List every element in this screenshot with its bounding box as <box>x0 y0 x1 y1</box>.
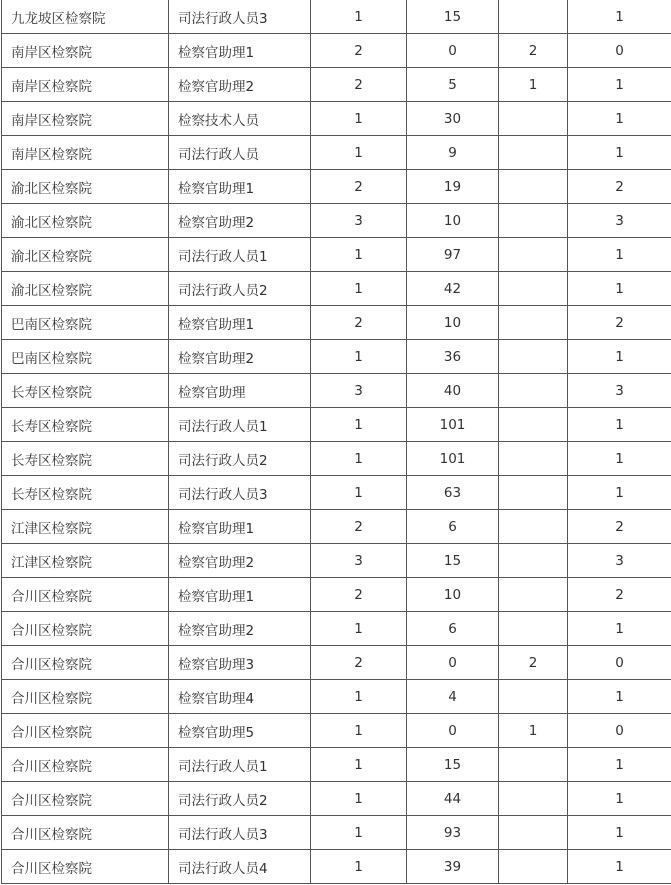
applicant-count-cell: 6 <box>407 612 499 646</box>
final-count-cell: 1 <box>568 680 671 714</box>
planned-count-cell: 1 <box>311 816 407 850</box>
applicant-count-cell: 5 <box>407 68 499 102</box>
procuratorate-cell: 江津区检察院 <box>2 544 169 578</box>
applicant-count-cell: 97 <box>407 238 499 272</box>
reduced-count-cell <box>499 340 568 374</box>
final-count-cell: 0 <box>568 34 671 68</box>
planned-count-cell: 1 <box>311 748 407 782</box>
planned-count-cell: 2 <box>311 646 407 680</box>
reduced-count-cell: 1 <box>499 68 568 102</box>
applicant-count-cell: 15 <box>407 0 499 34</box>
table-row <box>2 34 671 68</box>
planned-count-cell: 1 <box>311 340 407 374</box>
final-count-cell: 2 <box>568 510 671 544</box>
planned-count-cell: 1 <box>311 680 407 714</box>
final-count-cell: 1 <box>568 748 671 782</box>
position-cell: 检察官助理2 <box>169 544 311 578</box>
position-cell: 检察官助理1 <box>169 306 311 340</box>
position-cell: 司法行政人员2 <box>169 442 311 476</box>
planned-count-cell: 3 <box>311 204 407 238</box>
final-count-cell: 1 <box>568 850 671 884</box>
planned-count-cell: 1 <box>311 408 407 442</box>
procuratorate-cell: 合川区检察院 <box>2 578 169 612</box>
planned-count-cell: 1 <box>311 102 407 136</box>
procuratorate-cell: 长寿区检察院 <box>2 442 169 476</box>
position-cell: 检察官助理2 <box>169 612 311 646</box>
position-cell: 司法行政人员1 <box>169 408 311 442</box>
final-count-cell: 2 <box>568 578 671 612</box>
table-row <box>2 238 671 272</box>
table-row <box>2 340 671 374</box>
reduced-count-cell: 2 <box>499 646 568 680</box>
position-cell: 检察官助理2 <box>169 68 311 102</box>
procuratorate-cell: 渝北区检察院 <box>2 272 169 306</box>
procuratorate-cell: 长寿区检察院 <box>2 408 169 442</box>
procuratorate-cell: 长寿区检察院 <box>2 374 169 408</box>
position-cell: 检察官助理 <box>169 374 311 408</box>
final-count-cell: 3 <box>568 544 671 578</box>
table-row <box>2 680 671 714</box>
procuratorate-cell: 南岸区检察院 <box>2 136 169 170</box>
applicant-count-cell: 10 <box>407 204 499 238</box>
table-row <box>2 578 671 612</box>
planned-count-cell: 3 <box>311 374 407 408</box>
procuratorate-cell: 合川区检察院 <box>2 782 169 816</box>
position-cell: 检察官助理1 <box>169 170 311 204</box>
table-row <box>2 612 671 646</box>
table-row <box>2 442 671 476</box>
planned-count-cell: 1 <box>311 0 407 34</box>
procuratorate-cell: 江津区检察院 <box>2 510 169 544</box>
applicant-count-cell: 0 <box>407 646 499 680</box>
table-row <box>2 102 671 136</box>
recruitment-table <box>1 0 671 884</box>
final-count-cell: 1 <box>568 102 671 136</box>
procuratorate-cell: 南岸区检察院 <box>2 68 169 102</box>
final-count-cell: 1 <box>568 68 671 102</box>
final-count-cell: 1 <box>568 238 671 272</box>
planned-count-cell: 1 <box>311 612 407 646</box>
table-row <box>2 476 671 510</box>
applicant-count-cell: 93 <box>407 816 499 850</box>
reduced-count-cell <box>499 238 568 272</box>
reduced-count-cell: 2 <box>499 34 568 68</box>
final-count-cell: 2 <box>568 170 671 204</box>
applicant-count-cell: 10 <box>407 306 499 340</box>
planned-count-cell: 1 <box>311 238 407 272</box>
planned-count-cell: 1 <box>311 782 407 816</box>
table-row <box>2 0 671 34</box>
procuratorate-cell: 合川区检察院 <box>2 850 169 884</box>
planned-count-cell: 2 <box>311 34 407 68</box>
position-cell: 司法行政人员3 <box>169 0 311 34</box>
planned-count-cell: 3 <box>311 544 407 578</box>
applicant-count-cell: 101 <box>407 408 499 442</box>
final-count-cell: 3 <box>568 374 671 408</box>
final-count-cell: 1 <box>568 272 671 306</box>
position-cell: 检察官助理4 <box>169 680 311 714</box>
table-row <box>2 68 671 102</box>
final-count-cell: 1 <box>568 782 671 816</box>
procuratorate-cell: 渝北区检察院 <box>2 170 169 204</box>
table-row <box>2 646 671 680</box>
position-cell: 检察官助理2 <box>169 204 311 238</box>
applicant-count-cell: 10 <box>407 578 499 612</box>
position-cell: 司法行政人员1 <box>169 748 311 782</box>
final-count-cell: 0 <box>568 646 671 680</box>
reduced-count-cell <box>499 204 568 238</box>
planned-count-cell: 2 <box>311 510 407 544</box>
table-row <box>2 272 671 306</box>
procuratorate-cell: 南岸区检察院 <box>2 34 169 68</box>
final-count-cell: 2 <box>568 306 671 340</box>
applicant-count-cell: 19 <box>407 170 499 204</box>
planned-count-cell: 1 <box>311 136 407 170</box>
procuratorate-cell: 合川区检察院 <box>2 612 169 646</box>
applicant-count-cell: 15 <box>407 748 499 782</box>
final-count-cell: 1 <box>568 340 671 374</box>
table-row <box>2 714 671 748</box>
procuratorate-cell: 南岸区检察院 <box>2 102 169 136</box>
reduced-count-cell <box>499 0 568 34</box>
position-cell: 检察官助理3 <box>169 646 311 680</box>
final-count-cell: 1 <box>568 612 671 646</box>
table-row <box>2 136 671 170</box>
reduced-count-cell <box>499 136 568 170</box>
applicant-count-cell: 0 <box>407 714 499 748</box>
reduced-count-cell <box>499 680 568 714</box>
table-row <box>2 850 671 884</box>
table-row <box>2 204 671 238</box>
final-count-cell: 1 <box>568 816 671 850</box>
table-row <box>2 306 671 340</box>
applicant-count-cell: 4 <box>407 680 499 714</box>
position-cell: 司法行政人员2 <box>169 272 311 306</box>
reduced-count-cell <box>499 170 568 204</box>
procuratorate-cell: 巴南区检察院 <box>2 306 169 340</box>
position-cell: 司法行政人员4 <box>169 850 311 884</box>
reduced-count-cell <box>499 374 568 408</box>
procuratorate-cell: 合川区检察院 <box>2 680 169 714</box>
procuratorate-cell: 合川区检察院 <box>2 748 169 782</box>
applicant-count-cell: 101 <box>407 442 499 476</box>
table-row <box>2 510 671 544</box>
planned-count-cell: 2 <box>311 306 407 340</box>
final-count-cell: 1 <box>568 442 671 476</box>
applicant-count-cell: 9 <box>407 136 499 170</box>
applicant-count-cell: 30 <box>407 102 499 136</box>
procuratorate-cell: 合川区检察院 <box>2 646 169 680</box>
final-count-cell: 1 <box>568 136 671 170</box>
reduced-count-cell <box>499 408 568 442</box>
reduced-count-cell: 1 <box>499 714 568 748</box>
reduced-count-cell <box>499 782 568 816</box>
table-row <box>2 408 671 442</box>
table-row <box>2 544 671 578</box>
table-body <box>2 0 671 884</box>
final-count-cell: 1 <box>568 476 671 510</box>
final-count-cell: 0 <box>568 714 671 748</box>
procuratorate-cell: 渝北区检察院 <box>2 238 169 272</box>
reduced-count-cell <box>499 748 568 782</box>
reduced-count-cell <box>499 850 568 884</box>
table-row <box>2 748 671 782</box>
planned-count-cell: 2 <box>311 170 407 204</box>
applicant-count-cell: 0 <box>407 34 499 68</box>
reduced-count-cell <box>499 578 568 612</box>
procuratorate-cell: 九龙坡区检察院 <box>2 0 169 34</box>
applicant-count-cell: 40 <box>407 374 499 408</box>
applicant-count-cell: 15 <box>407 544 499 578</box>
final-count-cell: 1 <box>568 0 671 34</box>
position-cell: 检察官助理1 <box>169 34 311 68</box>
procuratorate-cell: 渝北区检察院 <box>2 204 169 238</box>
position-cell: 司法行政人员3 <box>169 476 311 510</box>
procuratorate-cell: 合川区检察院 <box>2 816 169 850</box>
position-cell: 司法行政人员1 <box>169 238 311 272</box>
position-cell: 司法行政人员3 <box>169 816 311 850</box>
applicant-count-cell: 39 <box>407 850 499 884</box>
applicant-count-cell: 6 <box>407 510 499 544</box>
procuratorate-cell: 合川区检察院 <box>2 714 169 748</box>
reduced-count-cell <box>499 510 568 544</box>
procuratorate-cell: 长寿区检察院 <box>2 476 169 510</box>
procuratorate-cell: 巴南区检察院 <box>2 340 169 374</box>
applicant-count-cell: 63 <box>407 476 499 510</box>
position-cell: 司法行政人员2 <box>169 782 311 816</box>
planned-count-cell: 2 <box>311 68 407 102</box>
table-row <box>2 782 671 816</box>
reduced-count-cell <box>499 442 568 476</box>
position-cell: 检察技术人员 <box>169 102 311 136</box>
final-count-cell: 1 <box>568 408 671 442</box>
applicant-count-cell: 44 <box>407 782 499 816</box>
table-row <box>2 816 671 850</box>
final-count-cell: 3 <box>568 204 671 238</box>
table-row <box>2 374 671 408</box>
applicant-count-cell: 36 <box>407 340 499 374</box>
reduced-count-cell <box>499 306 568 340</box>
position-cell: 检察官助理2 <box>169 340 311 374</box>
position-cell: 检察官助理1 <box>169 510 311 544</box>
planned-count-cell: 1 <box>311 272 407 306</box>
position-cell: 检察官助理5 <box>169 714 311 748</box>
table-row <box>2 170 671 204</box>
reduced-count-cell <box>499 544 568 578</box>
planned-count-cell: 1 <box>311 850 407 884</box>
planned-count-cell: 1 <box>311 442 407 476</box>
reduced-count-cell <box>499 612 568 646</box>
planned-count-cell: 1 <box>311 714 407 748</box>
reduced-count-cell <box>499 272 568 306</box>
reduced-count-cell <box>499 102 568 136</box>
reduced-count-cell <box>499 816 568 850</box>
position-cell: 司法行政人员 <box>169 136 311 170</box>
reduced-count-cell <box>499 476 568 510</box>
planned-count-cell: 1 <box>311 476 407 510</box>
position-cell: 检察官助理1 <box>169 578 311 612</box>
applicant-count-cell: 42 <box>407 272 499 306</box>
planned-count-cell: 2 <box>311 578 407 612</box>
